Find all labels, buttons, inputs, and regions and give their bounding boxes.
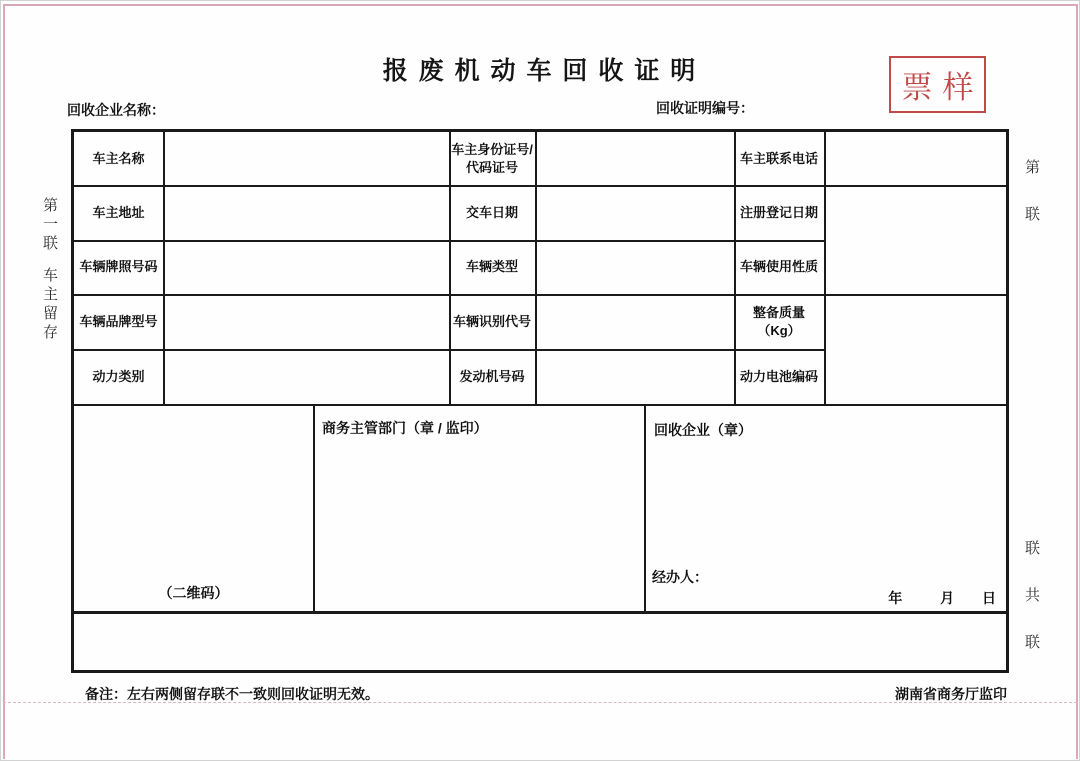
label-power-type: 动力类别 (92, 368, 145, 384)
date-day-label: 日 (982, 590, 996, 606)
frame-line-top (3, 4, 1077, 6)
right-copy-char-gong: 共 (1025, 588, 1041, 604)
right-copy-char-di: 第 (1025, 160, 1041, 176)
label-usage-nature: 车辆使用性质 (739, 259, 818, 275)
date-year-label: 年 (888, 590, 903, 606)
label-curb-weight: 整备质量（Kg） (752, 304, 805, 338)
date-line (888, 588, 996, 608)
page-title: 报 废 机 动 车 回 收 证 明 (382, 57, 698, 85)
value-power-type (163, 349, 449, 404)
right-copy-char-lian-2: 联 (1025, 541, 1041, 557)
value-registration-usage-merged (824, 185, 1006, 294)
value-owner-name (163, 132, 449, 185)
value-vin (535, 294, 734, 349)
label-owner-address: 车主地址 (92, 204, 145, 220)
left-copy-holder-label: 车主留存 (41, 267, 57, 343)
qr-code-cell (74, 404, 313, 611)
label-brand-model: 车辆品牌型号 (79, 313, 158, 329)
qr-code-placeholder: （二维码） (158, 585, 229, 601)
value-owner-address (163, 185, 449, 240)
value-engine-number (535, 349, 734, 404)
form-table (71, 129, 1009, 673)
label-engine-number: 发动机号码 (459, 368, 525, 384)
recycler-seal-label: 回收企业（章） (654, 422, 752, 438)
remark-note: 备注：左右两侧留存联不一致则回收证明无效。 (85, 686, 379, 702)
frame-line-left (3, 4, 5, 759)
value-owner-id (535, 132, 734, 185)
handler-label: 经办人： (652, 569, 708, 585)
left-copy-number-label: 第一联 (41, 197, 57, 254)
value-delivery-date (535, 185, 734, 240)
label-plate-number: 车辆牌照号码 (79, 259, 158, 275)
recycler-name-label: 回收企业名称： (67, 102, 165, 118)
value-plate-number (163, 240, 449, 294)
right-copy-char-lian-1: 联 (1025, 207, 1041, 223)
frame-line-right (1076, 4, 1078, 759)
label-battery-code: 动力电池编码 (739, 368, 818, 384)
certificate-no-label: 回收证明编号： (656, 100, 754, 116)
label-vehicle-type: 车辆类型 (465, 259, 518, 275)
issuer-label: 湖南省商务厅监印 (895, 686, 1007, 702)
label-owner-id: 车主身份证号/代码证号 (451, 141, 533, 175)
value-owner-phone (824, 132, 1006, 185)
label-registration-date: 注册登记日期 (739, 204, 818, 220)
value-weight-battery-merged (824, 294, 1006, 404)
dept-seal-label: 商务主管部门（章 / 监印） (322, 420, 488, 436)
value-vehicle-type (535, 240, 734, 294)
right-copy-char-lian-3: 联 (1025, 635, 1041, 651)
label-vin: 车辆识别代号 (452, 313, 531, 329)
label-owner-phone: 车主联系电话 (739, 150, 818, 166)
bottom-empty-row (74, 614, 1006, 670)
value-brand-model (163, 294, 449, 349)
sample-stamp-text: 票样 (901, 70, 984, 105)
dept-seal-cell (315, 404, 644, 611)
sample-stamp (889, 56, 986, 113)
date-month-label: 月 (940, 590, 955, 606)
label-delivery-date: 交车日期 (465, 204, 518, 220)
recycler-seal-cell (646, 404, 1006, 611)
label-owner-name: 车主名称 (92, 150, 145, 166)
